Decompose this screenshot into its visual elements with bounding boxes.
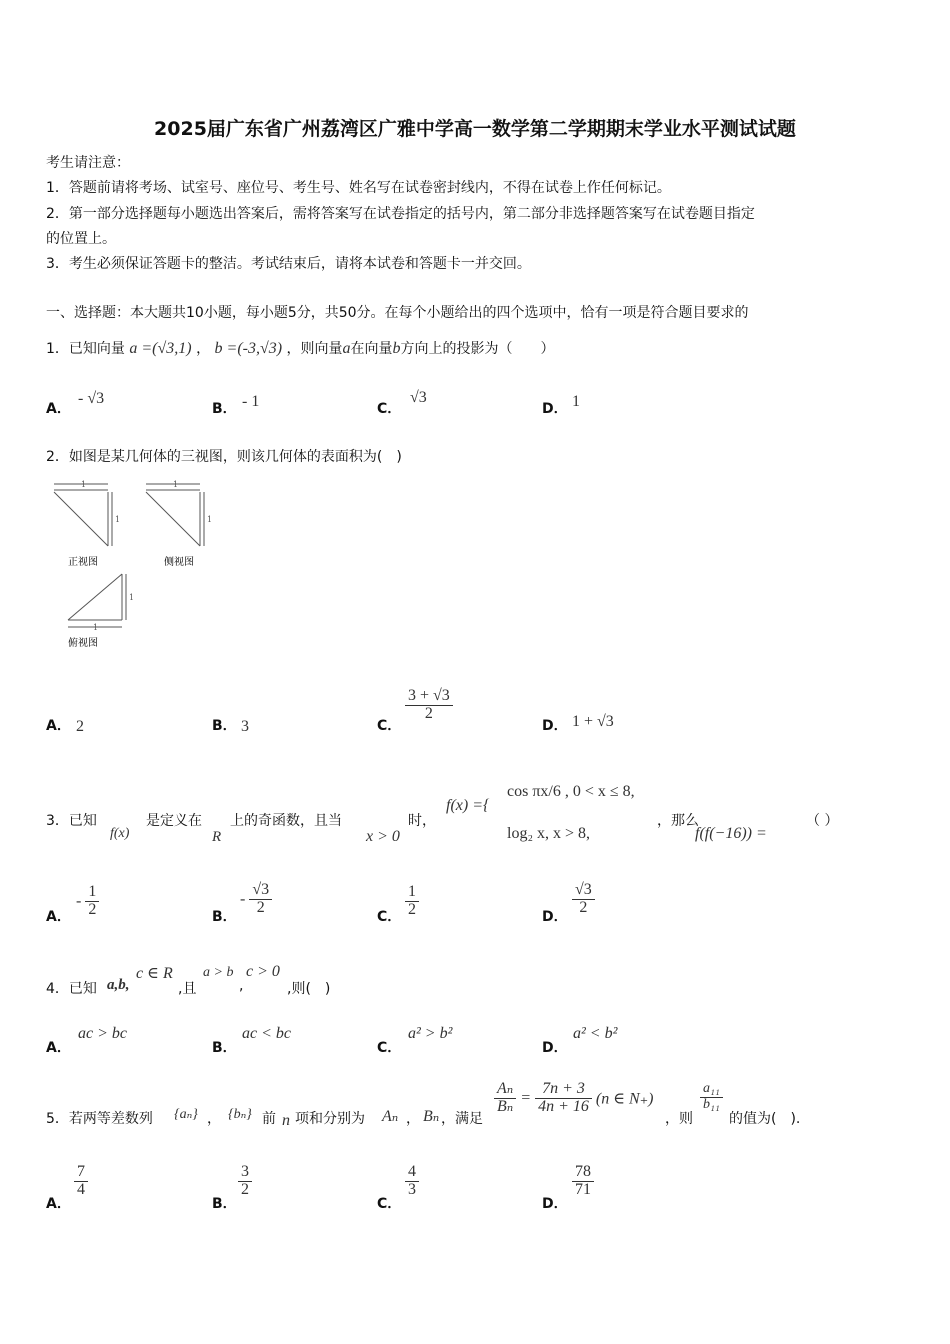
q2-option-c-label: C． (377, 718, 402, 734)
q5-option-c-label: C． (377, 1196, 402, 1212)
q3-R: R (212, 829, 222, 845)
q2-option-b-label: B． (212, 718, 237, 734)
question-2: 2．如图是某几何体的三视图，则该几何体的表面积为( ) (46, 449, 402, 465)
front-view-label: 正视图 (68, 557, 98, 568)
q4-option-b-label: B． (212, 1040, 237, 1056)
q5-rhs-numerator: 7n + 3 (535, 1081, 592, 1099)
q2-option-c-value (405, 688, 453, 723)
q4-option-b-value: ac < bc (242, 1025, 291, 1042)
q5-text-2: 前 (262, 1111, 276, 1127)
q1-vector-b: b =(-3,√3) (214, 340, 283, 357)
notice-item-3: 3．考生必须保证答题卡的整洁。考试结束后，请将本试卷和答题卡一并交回。 (46, 256, 531, 272)
q5-n: n (282, 1112, 290, 1129)
q5-d-denominator: 71 (575, 1180, 591, 1198)
q3-option-b-label: B． (212, 909, 237, 925)
notice-item-1: 1．答题前请将考场、试室号、座位号、考生号、姓名写在试卷密封线内，不得在试卷上作任何标记。 (46, 180, 671, 196)
q1-option-d-value: 1 (572, 393, 580, 410)
q5-a-denominator: 4 (77, 1180, 85, 1198)
q5-a-numerator: 7 (74, 1164, 88, 1182)
front-view-drawing (54, 484, 112, 546)
q1-text-1: ，则向量 (286, 341, 343, 357)
q4-comma: , (239, 978, 244, 994)
q3-piece-1: cos πx/6 , 0 < x ≤ 8, (507, 783, 635, 800)
q1-option-c-value: √3 (410, 389, 427, 406)
q5-c-numerator: 4 (405, 1164, 419, 1182)
q5-A-n: Aₙ (382, 1108, 399, 1125)
q5-b-numerator: 3 (238, 1164, 252, 1182)
q1-vector-a: a =(√3,1) (129, 340, 192, 357)
q3-text-1: 3．已知 (46, 813, 97, 829)
q4-option-d-value: a² < b² (573, 1025, 618, 1042)
q1-option-b-label: B． (212, 401, 237, 417)
q3-piecewise-lhs: f(x) ={ (446, 797, 490, 814)
q1-prefix: 1．已知向量 (46, 341, 125, 357)
q1-a: a (342, 340, 351, 357)
q1-text-3: 方向上的投影为（ ） (400, 341, 555, 357)
q5-text-3: 项和分别为 (295, 1111, 365, 1127)
q5-equals: = (520, 1089, 532, 1107)
q4-text-3: ,则( ) (287, 981, 331, 997)
q3-b-numerator: √3 (249, 882, 272, 900)
q1-text-2: 在向量 (350, 341, 393, 357)
q5-ratio-denominator: Bₙ (497, 1097, 514, 1115)
q3-option-a-value (76, 884, 99, 919)
q4-c-in-R: c ∈ R (136, 965, 173, 982)
q3-option-d-value (572, 882, 595, 917)
q5-option-a-label: A． (46, 1196, 71, 1212)
q2-option-d-label: D． (542, 718, 568, 734)
q5-text-6: 的值为( ). (729, 1111, 801, 1127)
q4-option-d-label: D． (542, 1040, 568, 1056)
q4-option-a-value: ac > bc (78, 1025, 127, 1042)
q3-b-sign: - (240, 890, 246, 908)
q3-condition: x > 0 (366, 828, 400, 845)
q5-comma-2: ， (406, 1111, 420, 1127)
q2-c-numerator: 3 + √3 (405, 688, 453, 706)
q3-option-d-label: D． (542, 909, 568, 925)
side-view-label: 侧视图 (164, 557, 194, 568)
q5-ask (700, 1082, 723, 1112)
q5-ratio-numerator: Aₙ (494, 1081, 516, 1099)
q3-option-b-value (240, 882, 272, 917)
q5-B-n: Bₙ (423, 1108, 440, 1125)
side-view-drawing (146, 484, 204, 546)
notice-heading: 考生请注意： (46, 155, 130, 171)
q3-d-denominator: 2 (579, 898, 588, 916)
q5-option-d-value (572, 1164, 594, 1199)
q5-sequence-b: {bₙ} (228, 1107, 252, 1122)
q3-option-c-value (405, 884, 419, 919)
q2-option-a-label: A． (46, 718, 71, 734)
q3-piece-2: log₂ x, x > 8, (507, 825, 591, 842)
q3-text-6: （ ） (806, 813, 839, 829)
top-view-label: 俯视图 (68, 638, 98, 649)
q5-option-c-value (405, 1164, 419, 1199)
q1-b: b (392, 340, 401, 357)
q1-option-a-value: - √3 (78, 390, 105, 407)
q2-c-denominator: 2 (424, 704, 433, 722)
q3-text-2: 是定义在 (146, 813, 202, 829)
q5-option-d-label: D． (542, 1196, 568, 1212)
q4-a-greater-b: a > b (203, 965, 234, 980)
q2-option-b-value: 3 (241, 718, 249, 735)
q5-option-b-value (238, 1164, 252, 1199)
front-height-label: 1 (115, 515, 121, 524)
side-width-label: 1 (173, 480, 179, 489)
q3-a-numerator: 1 (85, 884, 99, 902)
three-view-figure (46, 478, 216, 653)
q2-option-d-value: 1 + √3 (572, 713, 614, 730)
q5-option-a-value (74, 1164, 88, 1199)
q3-text-3: 上的奇函数，且当 (230, 813, 342, 829)
q1-option-d-label: D． (542, 401, 568, 417)
q1-comma: ， (196, 341, 211, 357)
q5-rhs-denominator: 4n + 16 (538, 1097, 589, 1115)
notice-item-2: 2．第一部分选择题每小题选出答案后，需将答案写在试卷指定的括号内，第二部分非选择题答案写在试卷题目指定 (46, 206, 755, 222)
q3-expression: f(f(−16)) = (695, 825, 767, 842)
q4-option-c-label: C． (377, 1040, 402, 1056)
q3-d-numerator: √3 (572, 882, 595, 900)
q5-text-4: ，满足 (441, 1111, 483, 1127)
section-heading: 一、选择题：本大题共10小题，每小题5分，共50分。在每个小题给出的四个选项中，恰有一项是符合题目要求的 (46, 305, 749, 321)
q4-c-positive: c > 0 (246, 963, 280, 980)
q5-option-b-label: B． (212, 1196, 237, 1212)
q5-b-denominator: 2 (241, 1180, 249, 1198)
q1-option-c-label: C． (377, 401, 402, 417)
q3-c-denominator: 2 (408, 900, 416, 918)
q5-comma-1: ， (207, 1111, 221, 1127)
q5-sequence-a: {aₙ} (174, 1107, 198, 1122)
page-title: 2025届广东省广州荔湾区广雅中学高一数学第二学期期末学业水平测试试题 (154, 118, 796, 140)
q5-condition-formula (494, 1081, 653, 1116)
q5-text-5: ，则 (665, 1111, 693, 1127)
q5-ask-denominator: b₁₁ (703, 1096, 720, 1112)
q4-text-2: ,且 (178, 981, 197, 997)
top-view-drawing (68, 574, 126, 627)
q5-domain: (n ∈ N₊) (595, 1090, 654, 1108)
q3-text-4: 时， (408, 813, 436, 829)
q3-text-5: ，那么 (657, 813, 699, 829)
q4-option-c-value: a² > b² (408, 1025, 453, 1042)
q1-option-b-value: - 1 (242, 393, 260, 410)
q3-fx: f(x) (110, 826, 130, 841)
top-width-label: 1 (93, 623, 99, 632)
q4-vars: a,b, (107, 977, 130, 993)
q5-ask-numerator: a₁₁ (700, 1082, 723, 1098)
q3-c-numerator: 1 (405, 884, 419, 902)
front-width-label: 1 (81, 480, 87, 489)
top-height-label: 1 (129, 593, 135, 602)
q5-text-1: 5．若两等差数列 (46, 1111, 153, 1127)
question-1 (46, 338, 555, 358)
q3-option-a-label: A． (46, 909, 71, 925)
side-height-label: 1 (207, 515, 213, 524)
q3-a-denominator: 2 (88, 900, 97, 918)
q4-text-1: 4．已知 (46, 981, 97, 997)
q3-a-sign: - (76, 892, 82, 910)
q2-option-a-value: 2 (76, 718, 84, 735)
q4-option-a-label: A． (46, 1040, 71, 1056)
q1-option-a-label: A． (46, 401, 71, 417)
q3-b-denominator: 2 (256, 898, 265, 916)
q3-option-c-label: C． (377, 909, 402, 925)
q5-d-numerator: 78 (572, 1164, 594, 1182)
q5-c-denominator: 3 (408, 1180, 416, 1198)
notice-item-2-cont: 的位置上。 (46, 231, 116, 247)
